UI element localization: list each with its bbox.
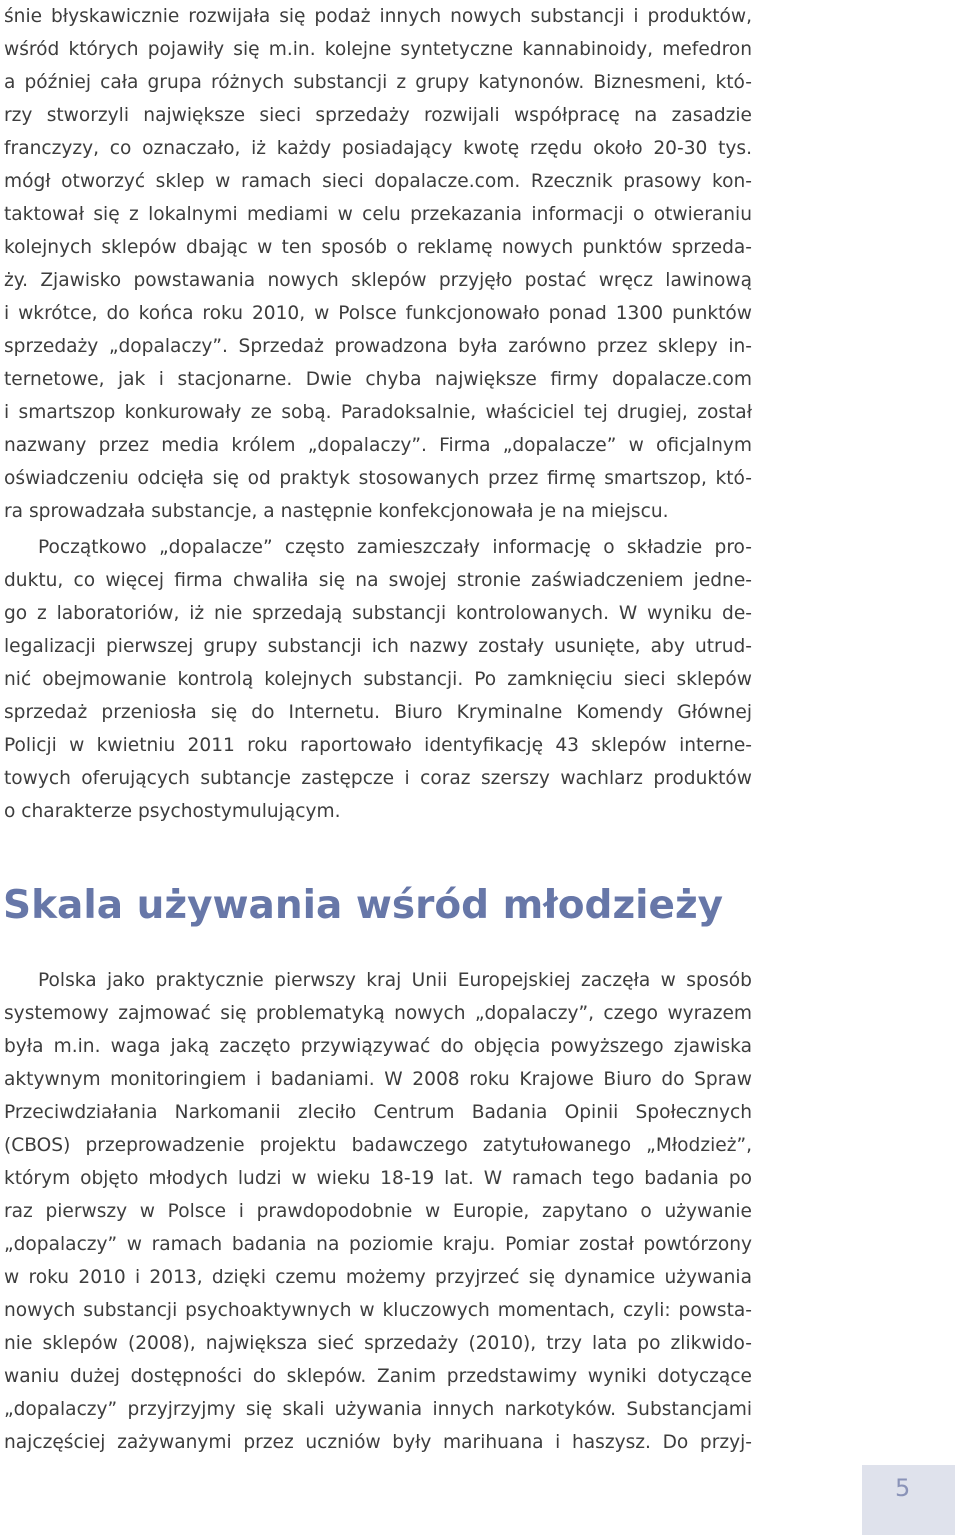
- text-line: systemowy zajmować się problematyką nowych „dopalaczy”, czego wyrazem: [4, 1003, 752, 1024]
- text-line: duktu, co więcej firma chwaliła się na swojej stronie zaświadczeniem jedne-: [4, 570, 752, 591]
- text-line: była m.in. waga jaką zaczęto przywiązywać do objęcia powyższego zjawiska: [4, 1036, 752, 1057]
- text-line: ra sprowadzała substancje, a następnie konfekcjonowała je na miejscu.: [4, 501, 669, 522]
- text-line: Przeciwdziałania Narkomanii zleciło Centrum Badania Opinii Społecznych: [4, 1102, 752, 1123]
- text-line: raz pierwszy w Polsce i prawdopodobnie w Europie, zapytano o używanie: [4, 1201, 752, 1222]
- text-line: a później cała grupa różnych substancji z grupy katynonów. Biznesmeni, któ-: [4, 72, 752, 93]
- text-line: nie sklepów (2008), największa sieć sprzedaży (2010), trzy lata po zlikwido-: [4, 1333, 752, 1354]
- text-line: towych oferujących subtancje zastępcze i coraz szerszy wachlarz produktów: [4, 768, 752, 789]
- text-line: „dopalaczy” w ramach badania na poziomie kraju. Pomiar został powtórzony: [4, 1234, 752, 1255]
- text-line: nazwany przez media królem „dopalaczy”. Firma „dopalacze” w oficjalnym: [4, 435, 752, 456]
- text-line: ternetowe, jak i stacjonarne. Dwie chyba największe firmy dopalacze.com: [4, 369, 752, 390]
- text-line: „dopalaczy” przyjrzyjmy się skali używania innych narkotyków. Substancjami: [4, 1399, 752, 1420]
- text-line: najczęściej zażywanymi przez uczniów były marihuana i haszysz. Do przyj-: [4, 1432, 752, 1453]
- page-number: 5: [895, 1474, 911, 1502]
- text-line: o charakterze psychostymulującym.: [4, 801, 341, 822]
- text-line: (CBOS) przeprowadzenie projektu badawczego zatytułowanego „Młodzież”,: [4, 1135, 752, 1156]
- text-line: nić obejmowanie kontrolą kolejnych substancji. Po zamknięciu sieci sklepów: [4, 669, 752, 690]
- text-line: i smartszop konkurowały ze sobą. Paradoksalnie, właściciel tej drugiej, został: [4, 402, 752, 423]
- text-line: waniu dużej dostępności do sklepów. Zanim przedstawimy wyniki dotyczące: [4, 1366, 752, 1387]
- text-line: franczyzy, co oznaczało, iż każdy posiadający kwotę rzędu około 20-30 tys.: [4, 138, 752, 159]
- text-line: legalizacji pierwszej grupy substancji ich nazwy zostały usunięte, aby utrud-: [4, 636, 752, 657]
- text-line: i wkrótce, do końca roku 2010, w Polsce funkcjonowało ponad 1300 punktów: [4, 303, 752, 324]
- text-line: śnie błyskawicznie rozwijała się podaż innych nowych substancji i produktów,: [4, 6, 752, 27]
- text-line: wśród których pojawiły się m.in. kolejne syntetyczne kannabinoidy, mefedron: [4, 39, 752, 60]
- text-line: oświadczeniu odcięła się od praktyk stosowanych przez firmę smartszop, któ-: [4, 468, 752, 489]
- text-line: mógł otworzyć sklep w ramach sieci dopalacze.com. Rzecznik prasowy kon-: [4, 171, 752, 192]
- text-line: ży. Zjawisko powstawania nowych sklepów przyjęło postać wręcz lawinową: [4, 270, 752, 291]
- text-line: sprzedaży „dopalaczy”. Sprzedaż prowadzona była zarówno przez sklepy in-: [4, 336, 752, 357]
- text-line: w roku 2010 i 2013, dzięki czemu możemy przyjrzeć się dynamice używania: [4, 1267, 752, 1288]
- section-heading: Skala używania wśród młodzieży: [3, 883, 724, 928]
- text-line: sprzedaż przeniosła się do Internetu. Biuro Kryminalne Komendy Głównej: [4, 702, 752, 723]
- text-line: rzy stworzyli największe sieci sprzedaży rozwijali współpracę na zasadzie: [4, 105, 752, 126]
- text-line: aktywnym monitoringiem i badaniami. W 2008 roku Krajowe Biuro do Spraw: [4, 1069, 752, 1090]
- text-line: go z laboratoriów, iż nie sprzedają substancji kontrolowanych. W wyniku de-: [4, 603, 752, 624]
- text-line: Policji w kwietniu 2011 roku raportowało identyfikację 43 sklepów interne-: [4, 735, 752, 756]
- text-line: taktował się z lokalnymi mediami w celu przekazania informacji o otwieraniu: [4, 204, 752, 225]
- text-line: Początkowo „dopalacze” często zamieszczały informację o składzie pro-: [38, 537, 752, 558]
- text-line: którym objęto młodych ludzi w wieku 18-19 lat. W ramach tego badania po: [4, 1168, 752, 1189]
- text-line: nowych substancji psychoaktywnych w kluczowych momentach, czyli: powsta-: [4, 1300, 752, 1321]
- text-line: kolejnych sklepów dbając w ten sposób o reklamę nowych punktów sprzeda-: [4, 237, 752, 258]
- text-line: Polska jako praktycznie pierwszy kraj Unii Europejskiej zaczęła w sposób: [38, 970, 752, 991]
